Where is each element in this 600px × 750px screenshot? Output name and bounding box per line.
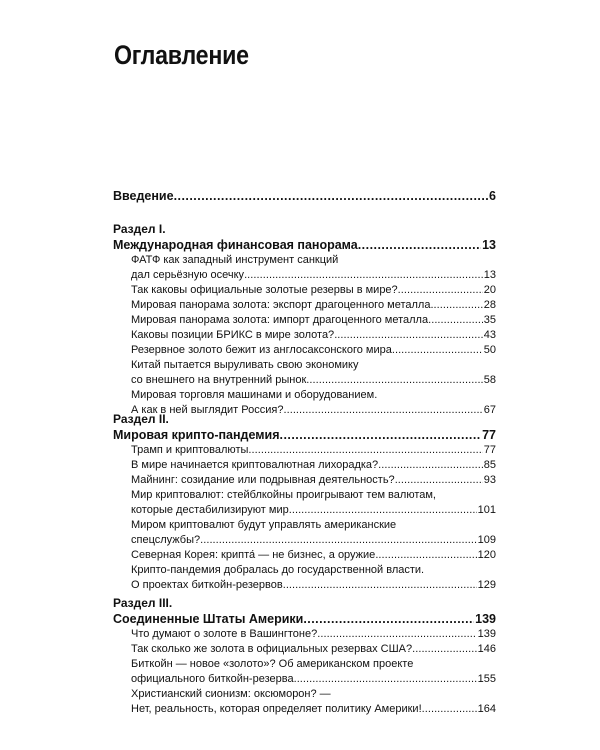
- dot-leader: [375, 548, 476, 563]
- toc-entry-text: Мир криптовалют: стейблкойны проигрывают тем валютам,: [131, 489, 436, 501]
- dot-leader: [280, 427, 482, 443]
- toc-entry-text: Крипто-пандемия добралась до государственной власти.: [131, 564, 425, 576]
- toc-entry[interactable]: [131, 443, 496, 458]
- toc-entry-page: 139: [477, 628, 496, 640]
- dot-leader: [303, 611, 474, 627]
- toc-section-2: [113, 411, 496, 593]
- toc-entry-text: Северная Корея: крипта́ — не бизнес, а оружие: [131, 549, 376, 561]
- toc-entry-text: официального биткойн-резерва: [131, 673, 294, 685]
- toc-entry-page: 50: [483, 344, 496, 356]
- section-title: Мировая крипто-пандемия: [113, 428, 280, 442]
- toc-intro[interactable]: [113, 188, 496, 204]
- toc-entry-page: 77: [483, 444, 496, 456]
- section-title-row[interactable]: [113, 427, 496, 443]
- toc-entry-text: Так сколько же золота в официальных резервах США?: [131, 643, 413, 655]
- toc-entry-text: В мире начинается криптовалютная лихорадка?: [131, 459, 379, 471]
- toc-entry-page: 109: [477, 534, 496, 546]
- toc-entry-page: 28: [483, 299, 496, 311]
- toc-entry[interactable]: [131, 563, 496, 593]
- toc-entry-page: 13: [483, 269, 496, 281]
- toc-entry-page: 67: [483, 404, 496, 416]
- toc-entry[interactable]: [131, 283, 496, 298]
- toc-entry[interactable]: [131, 473, 496, 488]
- toc-entry-text: Майнинг: созидание или подрывная деятельность?: [131, 474, 395, 486]
- toc-entry-text: Мировая панорама золота: импорт драгоценного металла: [131, 314, 429, 326]
- section-label: Раздел III.: [113, 596, 173, 610]
- dot-leader: [378, 458, 483, 473]
- toc-entry-text: А как в ней выглядит Россия?: [131, 404, 284, 416]
- toc-entry[interactable]: [131, 328, 496, 343]
- section-title-row[interactable]: [113, 237, 496, 253]
- dot-leader: [174, 188, 488, 204]
- toc-entry-text: со внешнего на внутренний рынок: [131, 374, 307, 386]
- dot-leader: [334, 328, 483, 343]
- section-label: Раздел II.: [113, 412, 169, 426]
- toc-entry[interactable]: [131, 253, 496, 283]
- section-title-row[interactable]: [113, 611, 496, 627]
- toc-intro-label: Введение: [113, 189, 174, 203]
- dot-leader: [248, 443, 482, 458]
- toc-entry-text: Что думают о золоте в Вашингтоне?: [131, 628, 318, 640]
- toc-entry-page: 58: [483, 374, 496, 386]
- dot-leader: [392, 343, 483, 358]
- toc-entry-page: 120: [477, 549, 496, 561]
- dot-leader: [422, 702, 477, 717]
- toc-entry[interactable]: [131, 313, 496, 328]
- dot-leader: [430, 298, 482, 313]
- section-page: 139: [475, 612, 496, 626]
- toc-entry-text: которые дестабилизируют мир: [131, 504, 289, 516]
- toc-entry-page: 93: [483, 474, 496, 486]
- section-label: Раздел I.: [113, 222, 166, 236]
- toc-entry-text: Христианский сионизм: оксюморон? —: [131, 688, 331, 700]
- page-title: Оглавление: [114, 40, 249, 70]
- dot-leader: [289, 503, 477, 518]
- toc-intro-page: 6: [489, 189, 496, 203]
- section-page: 77: [482, 428, 496, 442]
- dot-leader: [283, 578, 477, 593]
- toc-entry-text: Так каковы официальные золотые резервы в мире?: [131, 284, 398, 296]
- dot-leader: [306, 373, 482, 388]
- toc-entry[interactable]: [131, 358, 496, 388]
- toc-entry[interactable]: [131, 548, 496, 563]
- dot-leader: [428, 313, 483, 328]
- toc-entry-text: Биткойн — новое «золото»? Об американском проекте: [131, 658, 414, 670]
- toc-entry-text: Мировая панорама золота: экспорт драгоценного металла: [131, 299, 431, 311]
- toc-entry-text: спецслужбы?: [131, 534, 201, 546]
- toc-entry-page: 146: [477, 643, 496, 655]
- toc-entry-text: ФАТФ как западный инструмент санкций: [131, 254, 339, 266]
- toc-entry-text: Китай пытается выруливать свою экономику: [131, 359, 359, 371]
- toc-entry[interactable]: [131, 687, 496, 717]
- toc-entry-page: 35: [483, 314, 496, 326]
- section-page: 13: [482, 238, 496, 252]
- toc-entry[interactable]: [131, 627, 496, 642]
- section-title: Соединенные Штаты Америки: [113, 612, 304, 626]
- toc-entry-page: 101: [477, 504, 496, 516]
- dot-leader: [200, 533, 477, 548]
- toc-entry-text: дал серьёзную осечку: [131, 269, 245, 281]
- toc-entry-page: 20: [483, 284, 496, 296]
- toc-entry[interactable]: [131, 488, 496, 518]
- toc-entry[interactable]: [131, 518, 496, 548]
- toc-section-3: [113, 595, 496, 717]
- toc-entry-page: 129: [477, 579, 496, 591]
- section-title: Международная финансовая панорама: [113, 238, 358, 252]
- toc-entry-text: О проектах биткойн-резервов: [131, 579, 283, 591]
- dot-leader: [244, 268, 483, 283]
- toc-entry-page: 155: [477, 673, 496, 685]
- dot-leader: [294, 672, 477, 687]
- dot-leader: [395, 473, 483, 488]
- toc-entry-text: Трамп и криптовалюты: [131, 444, 249, 456]
- toc-entry-text: Каковы позиции БРИКС в мире золота?: [131, 329, 335, 341]
- toc-entry[interactable]: [131, 343, 496, 358]
- toc-entry-text: Нет, реальность, которая определяет политику Америки!: [131, 703, 422, 715]
- toc-entry-page: 164: [477, 703, 496, 715]
- dot-leader: [317, 627, 476, 642]
- toc-entry[interactable]: [131, 458, 496, 473]
- toc-entry[interactable]: [131, 657, 496, 687]
- toc-entry[interactable]: [131, 642, 496, 657]
- toc-entry[interactable]: [131, 298, 496, 313]
- dot-leader: [398, 283, 483, 298]
- toc-entry-page: 85: [483, 459, 496, 471]
- toc-entry-text: Резервное золото бежит из англосаксонского мира: [131, 344, 392, 356]
- toc-entry-page: 43: [483, 329, 496, 341]
- toc-section-1: [113, 221, 496, 418]
- toc-entry-text: Миром криптовалют будут управлять американские: [131, 519, 397, 531]
- dot-leader: [412, 642, 477, 657]
- dot-leader: [358, 237, 481, 253]
- toc-entry-text: Мировая торговля машинами и оборудованием.: [131, 389, 378, 401]
